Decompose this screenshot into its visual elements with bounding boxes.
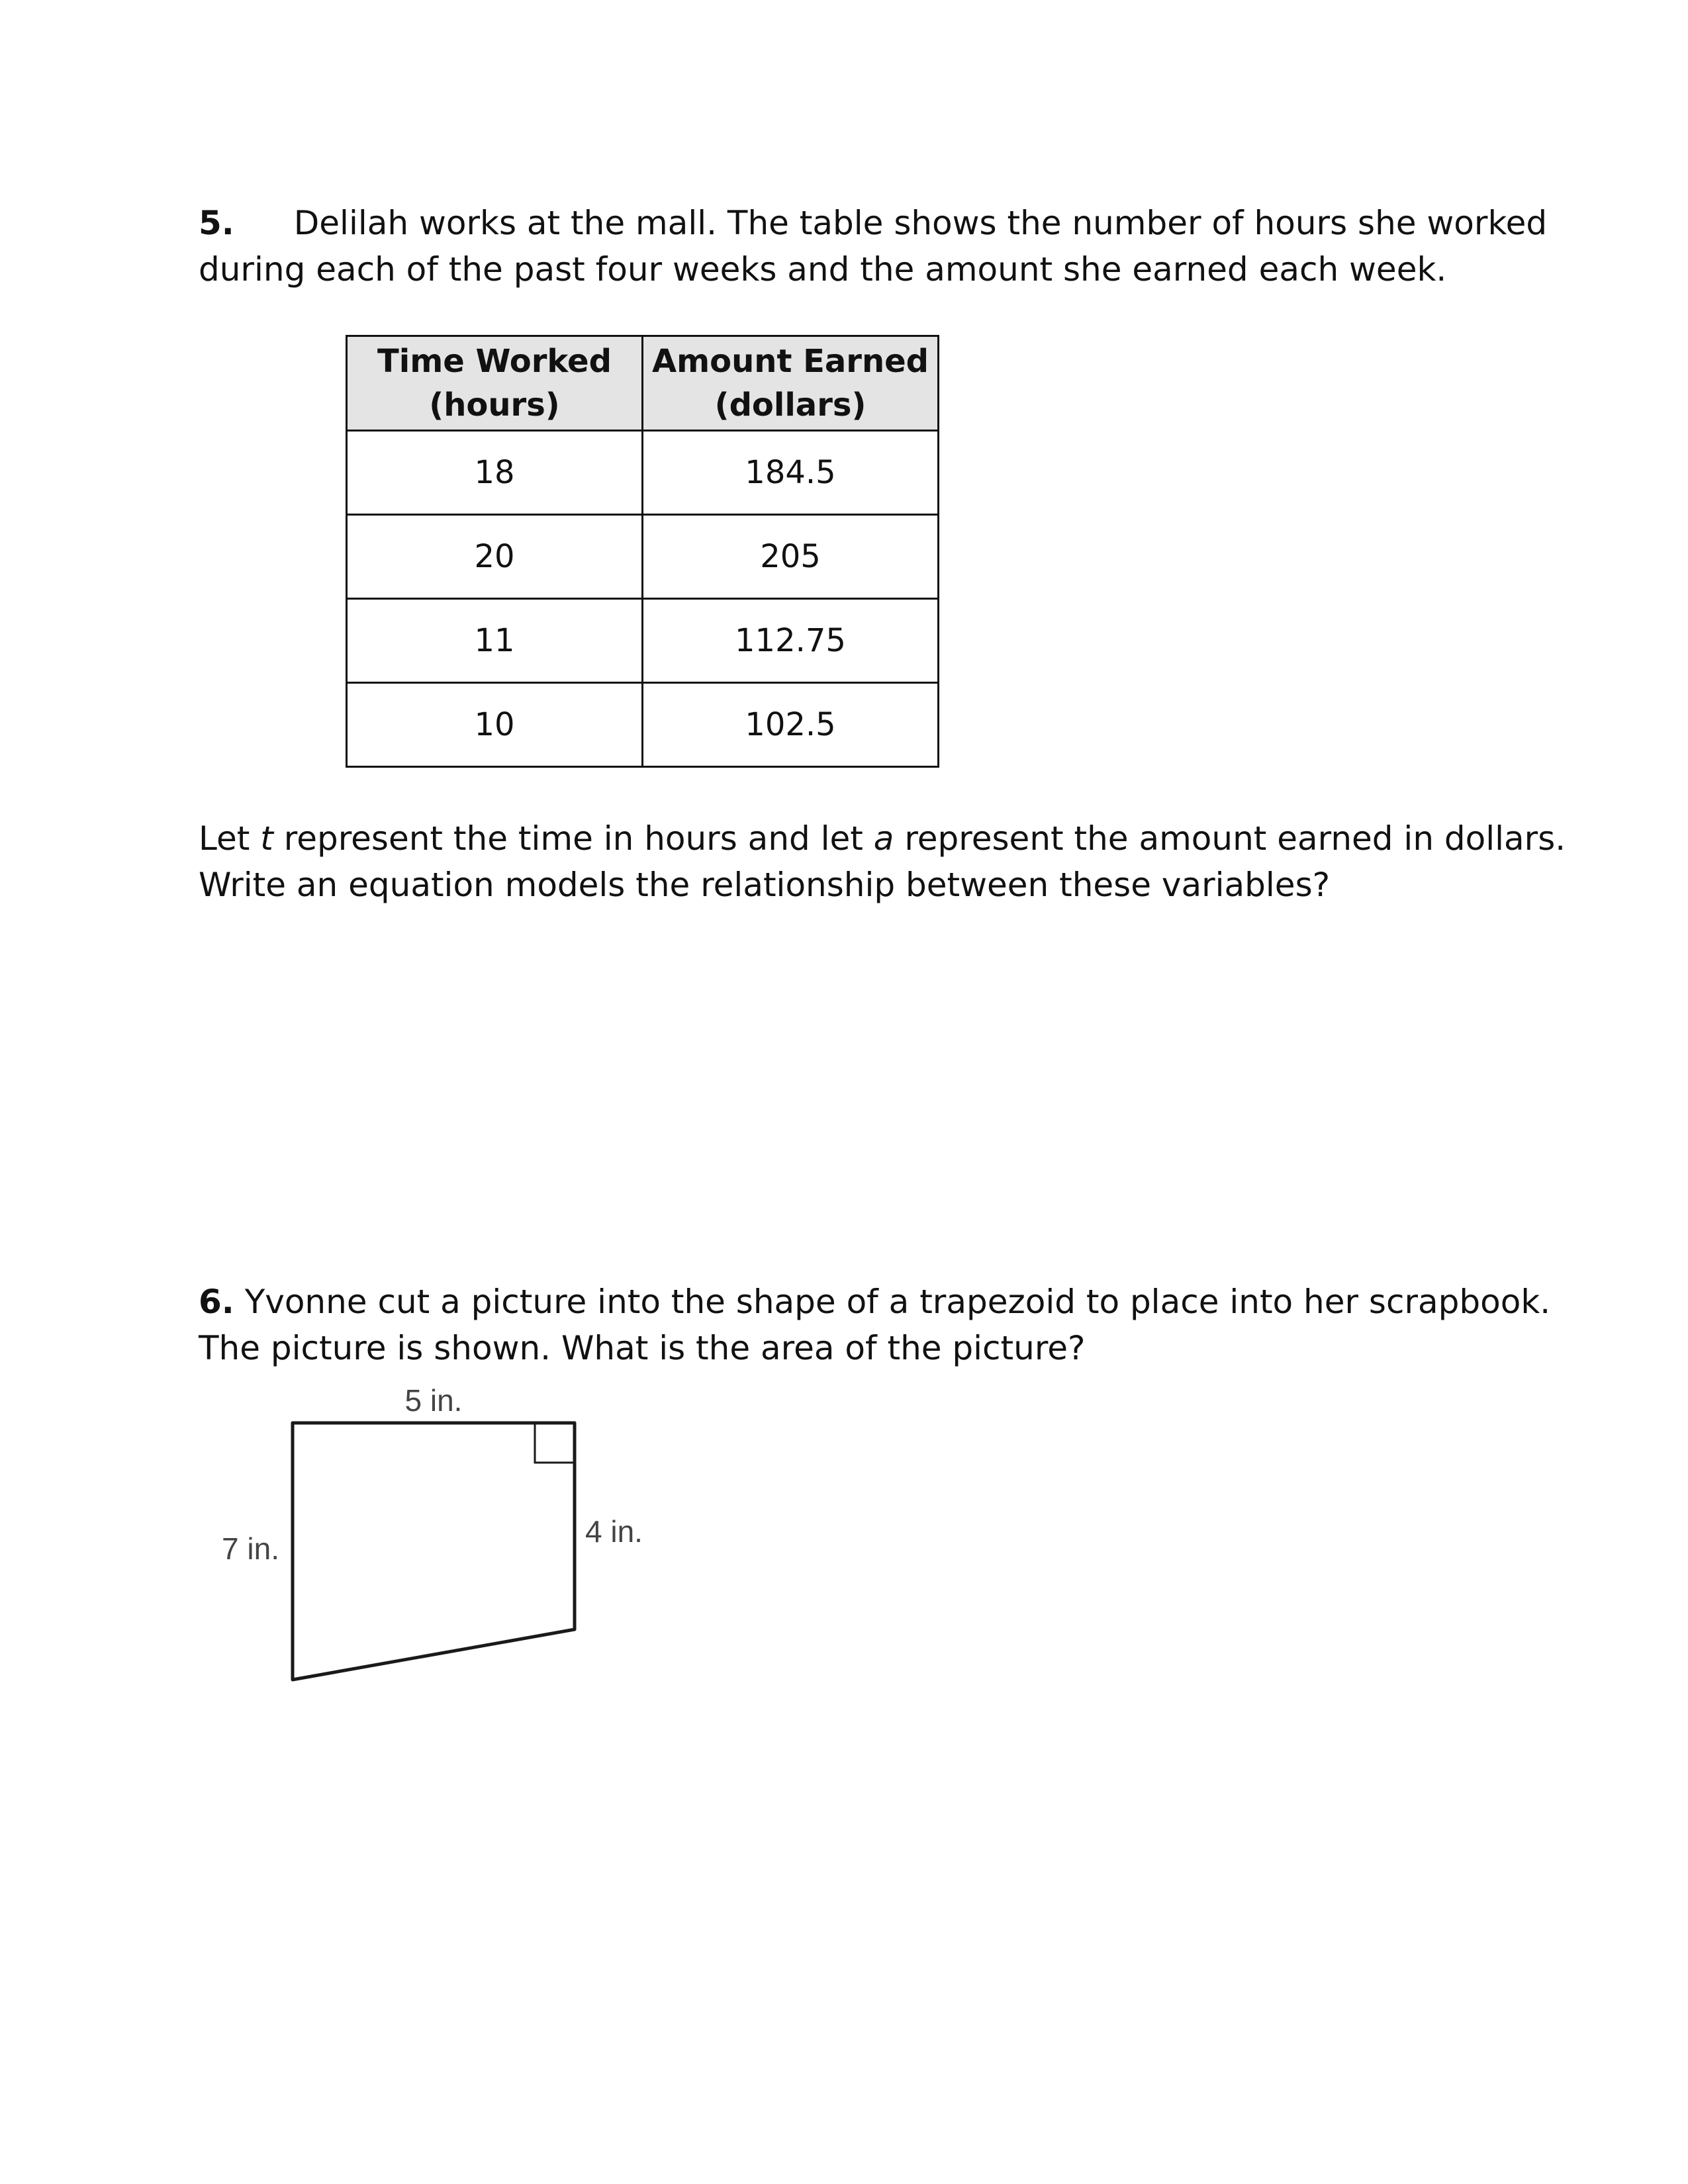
cell-dollars: 205 [643, 515, 939, 599]
table-row [347, 515, 939, 599]
hours-earnings-table [346, 335, 939, 768]
header-amount-earned-unit: (dollars) [714, 387, 867, 424]
cell-hours: 11 [347, 599, 643, 683]
cell-dollars: 102.5 [643, 683, 939, 767]
question-5-number: 5. [199, 204, 234, 242]
cell-hours: 10 [347, 683, 643, 767]
cell-hours: 20 [347, 515, 643, 599]
table-row [347, 599, 939, 683]
followup-text-1: Let [199, 819, 261, 858]
question-6-line-2: The picture is shown. What is the area of the picture? [199, 1329, 1086, 1367]
cell-dollars: 184.5 [643, 431, 939, 515]
header-time-worked-label: Time Worked [377, 343, 612, 380]
cell-hours: 18 [347, 431, 643, 515]
trapezoid-shape [293, 1423, 575, 1680]
question-6-text [199, 1279, 1550, 1371]
table-row [347, 683, 939, 767]
question-6-number: 6. [199, 1283, 234, 1321]
variable-t: t [260, 819, 273, 858]
header-time-worked-unit: (hours) [429, 387, 560, 424]
question-6-line-1: Yvonne cut a picture into the shape of a trapezoid to place into her scrapbook. [234, 1283, 1551, 1321]
variable-a: a [873, 819, 894, 858]
question-5-line-1: Delilah works at the mall. The table shows the number of hours she worked [293, 204, 1548, 242]
followup-text-2: represent the time in hours and let [273, 819, 874, 858]
question-5-line-2: during each of the past four weeks and the amount she earned each week. [199, 250, 1447, 289]
question-5-text [199, 200, 1547, 293]
top-side-label: 5 in. [404, 1383, 463, 1418]
question-5-followup [199, 815, 1566, 908]
header-amount-earned-label: Amount Earned [651, 343, 929, 380]
header-amount-earned [643, 336, 939, 431]
table-row [347, 431, 939, 515]
left-side-label: 7 in. [222, 1531, 279, 1566]
trapezoid-figure [199, 1377, 702, 1721]
followup-text-3: represent the amount earned in dollars. [894, 819, 1566, 858]
right-side-label: 4 in. [585, 1514, 643, 1549]
table-header-row [347, 336, 939, 431]
followup-line-2: Write an equation models the relationship between these variables? [199, 866, 1331, 904]
cell-dollars: 112.75 [643, 599, 939, 683]
header-time-worked [347, 336, 643, 431]
